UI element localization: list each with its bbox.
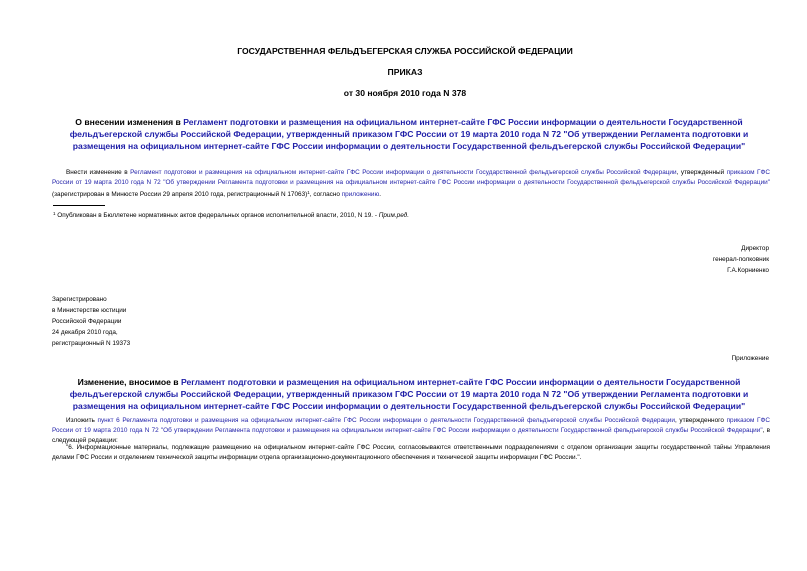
body-text: , утвержденного <box>674 417 727 424</box>
order-72-link[interactable]: приказом ГФС России от 19 марта 2010 года N 72 "Об утверждении Регламента подготовки и размещения на официальном интернет-сайте ГФС России информации о деятельности Государственной фельдъегерской службы Российской Федерации" <box>52 169 770 186</box>
registration-block <box>52 294 130 349</box>
body-text: , в следующей редакции: <box>52 427 770 444</box>
footnote-note: Прим.ред. <box>378 212 409 219</box>
order-72-link[interactable]: приказом ГФС России от 19 марта 2010 года N 72 "Об утверждении Регламента подготовки и размещения на официальном интернет-сайте ГФС России информации о деятельности Государственной фельдъегерской службы Российской Федерации" <box>52 417 770 434</box>
signature-name: Г.А.Корниенко <box>727 267 769 274</box>
signature-position: Директор <box>741 245 769 252</box>
footnote-marker[interactable]: 1 <box>307 190 310 195</box>
registration-line: Зарегистрировано <box>52 296 107 303</box>
order-title <box>48 116 770 152</box>
agency-heading: ГОСУДАРСТВЕННАЯ ФЕЛЬДЪЕГЕРСКАЯ СЛУЖБА РОССИЙСКОЙ ФЕДЕРАЦИИ <box>237 46 573 56</box>
order-title-prefix: О внесении изменения в <box>75 117 184 127</box>
registration-line: Российской Федерации <box>52 318 122 325</box>
footnote <box>53 211 409 219</box>
signature-rank: генерал-полковник <box>712 256 769 263</box>
document-type: ПРИКАЗ <box>387 67 423 77</box>
body-text: Изложить <box>66 417 98 424</box>
footnote-number: 1 <box>53 211 56 216</box>
registration-line: регистрационный N 19373 <box>52 340 131 347</box>
registration-line: 24 декабря 2010 года, <box>52 329 118 336</box>
appendix-title <box>48 376 770 412</box>
order-body-paragraph <box>52 168 770 200</box>
registration-line: в Министерстве юстиции <box>52 307 127 314</box>
point-6-link[interactable]: пункт 6 Регламента подготовки и размещения на официальном интернет-сайте ГФС России информации о деятельности Государственной фельдъегерской службы Российской Федерации <box>97 417 675 424</box>
signature-block <box>713 243 769 276</box>
document-date-number: от 30 ноября 2010 года N 378 <box>343 88 467 98</box>
body-text: , согласно <box>309 191 342 198</box>
regulation-link[interactable]: Регламент подготовки и размещения на официальном интернет-сайте ГФС России информации о деятельности Государственной фельдъегерской службы Российской Федерации <box>130 169 677 176</box>
body-text: Внести изменение в <box>66 169 131 176</box>
body-text: (зарегистрирован в Минюсте России 29 апреля 2010 года, регистрационный N 17063) <box>52 191 308 198</box>
appendix-label: Приложение <box>731 355 769 362</box>
appendix-paragraph <box>52 416 770 446</box>
footnote-text: Опубликован в Бюллетене нормативных актов федеральных органов исполнительной власти, 2010, N 19. - <box>55 212 379 219</box>
footnote-divider <box>53 205 105 206</box>
body-text: , утвержденный <box>676 169 727 176</box>
body-text: . <box>379 191 382 198</box>
appendix-title-link[interactable]: Регламент подготовки и размещения на официальном интернет-сайте ГФС России информации о деятельности Государственной фельдъегерской службы Российской Федерации, утвержденный приказом ГФС России от 19 марта 2010 года N 72 "Об утверждении Регламента подготовки и размещения на официальном интернет-сайте ГФС России информации о деятельности Государственной фельдъегерской службы Российской Федерации" <box>69 377 749 411</box>
point-6-text: "6. Информационные материалы, подлежащие размещению на официальном интернет-сайте ГФС России, согласовываются ответственными подразделениями с отделом организации защиты государственной тайны Управления делами ГФС России и отделением технической защиты информации отдела организационно-документационного обеспечения и технической защиты информации ГФС России.". <box>52 444 770 461</box>
appendix-title-prefix: Изменение, вносимое в <box>77 377 181 387</box>
appendix-link[interactable]: приложению <box>341 191 380 198</box>
order-title-link[interactable]: Регламент подготовки и размещения на официальном интернет-сайте ГФС России информации о деятельности Государственной фельдъегерской службы Российской Федерации, утвержденный приказом ГФС России от 19 марта 2010 года N 72 "Об утверждении Регламента подготовки и размещения на официальном интернет-сайте ГФС России информации о деятельности Государственной фельдъегерской службы Российской Федерации" <box>69 117 749 151</box>
